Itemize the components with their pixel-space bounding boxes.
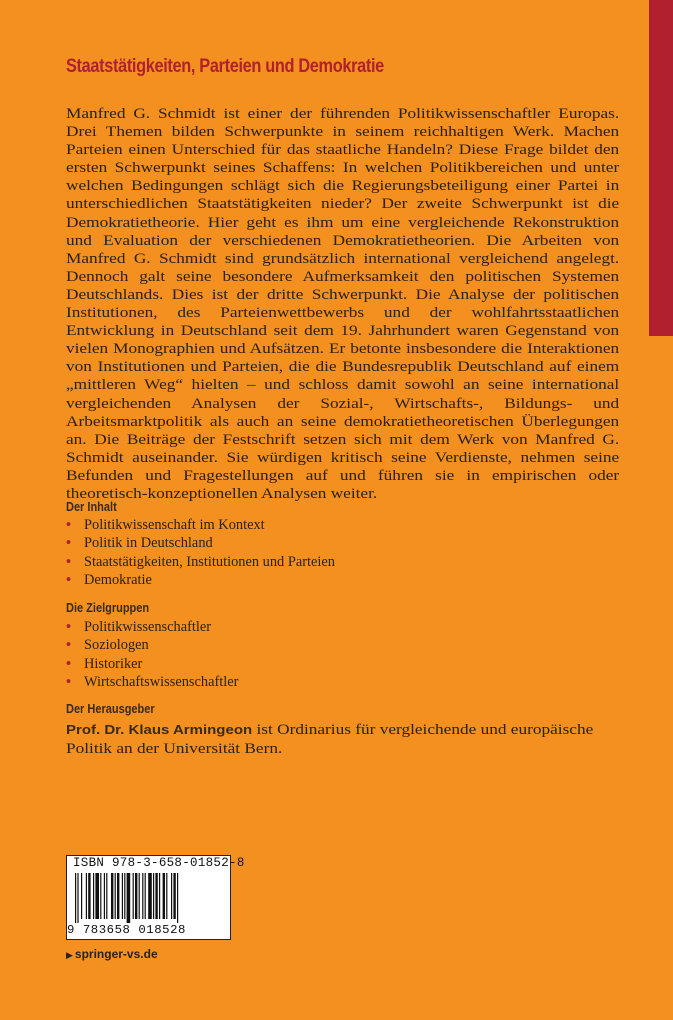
barcode-bar — [93, 873, 94, 919]
barcode-bar — [88, 873, 90, 919]
barcode-bar — [122, 873, 123, 919]
isbn-label: ISBN 978-3-658-01852-8 — [73, 856, 245, 870]
barcode-bar — [135, 873, 137, 919]
barcode-bar — [86, 873, 87, 919]
barcode-bar — [166, 873, 167, 919]
page-title: Staatstätigkeiten, Parteien und Demokratie — [66, 56, 384, 77]
contents-heading: Der Inhalt — [66, 500, 117, 514]
barcode-bar — [100, 873, 101, 919]
barcode-bar — [124, 873, 125, 919]
ean-digits: 9 783658 018528 — [67, 923, 186, 937]
list-item: • Politikwissenschaftler — [66, 619, 212, 635]
barcode-bar — [104, 873, 105, 919]
barcode-bar — [171, 873, 172, 919]
barcode-bar — [133, 873, 134, 919]
description-paragraph: Manfred G. Schmidt ist einer der führenden Politikwissenschaftler Europas. Drei Themen bilden Schwerpunkte in seinem reichhaltigen Werk. Machen Parteien einen Unterschied für das staatliche Handeln? Diese Frage bildet den ersten Schwerpunkt seines Schaffens: In welchen Politikbereichen und unter welchen Bedingungen schlägt sich die Regierungsbeteiligung einer Partei in unterschiedlichen Staatstätigkeiten nieder? Der zweite Schwerpunkt ist die Demokratietheorie. Hier geht es ihm um eine vergleichende Rekonstruktion und Evaluation der verschiedenen Demokratietheorien. Die Arbeiten von Manfred G. Schmidt sind grundsätzlich international vergleichend angelegt. Dennoch galt seine besondere Aufmerksamkeit den politischen Systemen Deutschlands. Dies ist der dritte Schwerpunkt. Die Analyse der politischen Institutionen, des Parteienwettbewerbs und der wohlfahrtsstaatlichen Entwicklung in Deutschland seit dem 19. Jahrhundert waren Gegenstand von vielen Monographien und Aufsätzen. Er betonte insbesondere die Interaktionen von Institutionen und Parteien, die die Bundesrepublik Deutschland auf einem „mittleren Weg“ hielten – und schloss damit sowohl an seine international vergleichenden Analysen der Sozial-, Wirtschafts-, Bildungs- und Arbeitsmarktpolitik als auch an seine demokratietheoretischen Überlegungen an. Die Beiträge der Festschrift setzen sich mit dem Werk von Manfred G. Schmidt auseinander. Sie würdigen kritisch seine Verdienste, nehmen seine Befunden und Fragestellungen auf und führen sie in empirischen oder theoretisch-konzeptionellen Analysen weiter. — [66, 106, 620, 502]
barcode-bar — [148, 873, 152, 919]
barcode-bar — [127, 873, 131, 923]
bullet-icon: • — [66, 535, 72, 552]
barcode-box — [66, 855, 245, 940]
barcode-bar — [142, 873, 143, 919]
barcode-bar — [173, 873, 175, 919]
list-item: • Wirtschaftswissenschaftler — [66, 673, 239, 690]
barcode-bar — [117, 873, 119, 919]
triangle-right-icon: ▶ — [66, 950, 73, 960]
barcode-bar — [163, 873, 165, 919]
list-item: • Politik in Deutschland — [66, 535, 213, 552]
editor-bio: ist Ordinarius für vergleichende und europäische Politik an der Universität Bern. — [66, 722, 594, 757]
website-link[interactable] — [66, 947, 158, 961]
barcode-bar — [145, 873, 146, 919]
barcode-bar — [106, 873, 107, 919]
bullet-icon: • — [66, 673, 72, 690]
bullet-icon: • — [66, 517, 72, 533]
list-item: • Demokratie — [66, 571, 152, 588]
barcode-bar — [95, 873, 99, 919]
audience-list — [66, 618, 238, 691]
barcode-bar — [111, 873, 113, 919]
barcode-icon — [75, 873, 223, 923]
list-item: • Historiker — [66, 655, 143, 672]
editor-paragraph — [66, 721, 619, 758]
editor-heading: Der Herausgeber — [66, 702, 155, 716]
bullet-icon: • — [66, 655, 72, 672]
list-item: • Politikwissenschaft im Kontext — [66, 517, 265, 533]
website-label: springer-vs.de — [74, 947, 158, 961]
audience-heading: Die Zielgruppen — [66, 601, 150, 615]
bullet-icon: • — [66, 553, 72, 570]
barcode-bar — [177, 873, 178, 923]
bullet-icon: • — [66, 619, 72, 635]
contents-list — [66, 516, 335, 589]
barcode-bar — [75, 873, 76, 923]
barcode-bar — [139, 873, 140, 919]
barcode-bar — [153, 873, 154, 919]
list-item: • Staatstätigkeiten, Institutionen und Parteien — [66, 553, 335, 570]
editor-name: Prof. Dr. Klaus Armingeon — [66, 723, 253, 737]
barcode-bar — [77, 873, 78, 923]
barcode-bar — [115, 873, 116, 919]
barcode-bar — [159, 873, 160, 919]
list-item: • Soziologen — [66, 637, 149, 654]
bullet-icon: • — [66, 571, 72, 588]
red-side-stripe — [649, 0, 673, 336]
barcode-bar — [81, 873, 82, 919]
bullet-icon: • — [66, 637, 72, 654]
barcode-bar — [155, 873, 157, 919]
